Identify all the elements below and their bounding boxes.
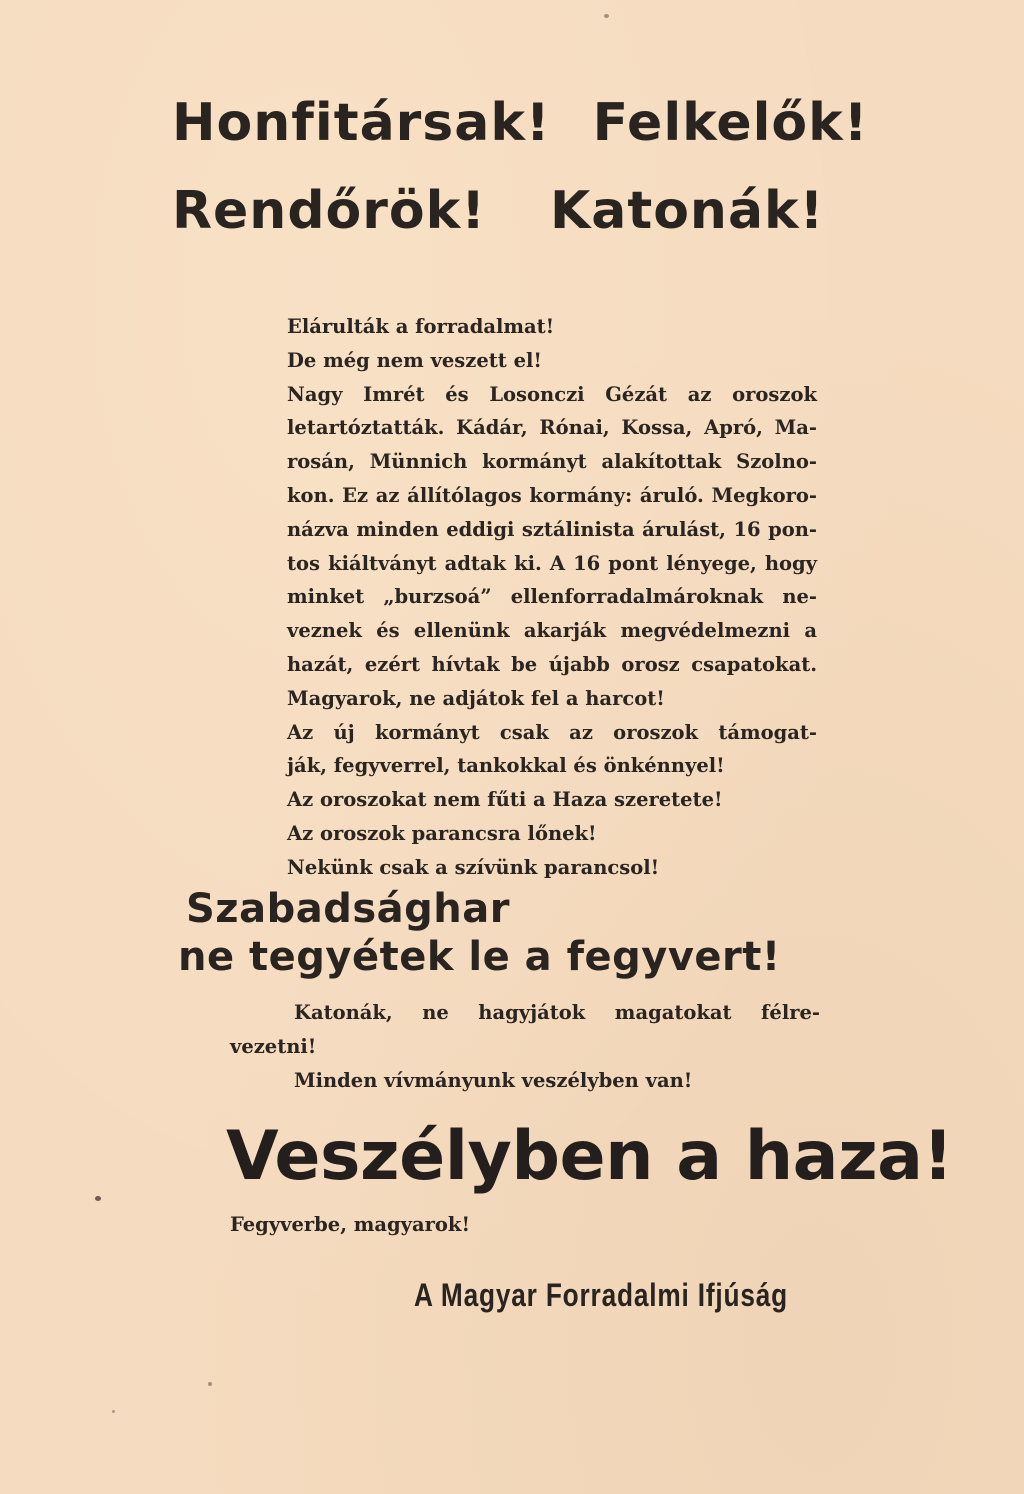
body-line: Az oroszok parancsra lőnek! xyxy=(287,821,597,845)
body-line: Elárulták a forradalmat! xyxy=(287,315,555,338)
body-line: Nekünk csak a szívünk parancsol! xyxy=(287,855,660,879)
body-line: minket „burzsoá” ellenforradalmároknak ne- xyxy=(287,585,817,609)
ink-speck xyxy=(208,1382,212,1386)
headline-rendorok: Rendőrök! xyxy=(172,181,486,241)
subheading-line-2: ne tegyétek le a fegyvert! xyxy=(178,934,781,980)
headline-line-2 xyxy=(172,176,824,246)
headline-honfitarsak: Honfitársak! xyxy=(172,93,551,153)
body-line: Az oroszokat nem fűti a Haza szeretete! xyxy=(287,788,723,812)
body-line: Magyarok, ne adjátok fel a harcot! xyxy=(287,686,665,710)
big-slogan: Veszélyben a haza! xyxy=(226,1117,954,1196)
ink-speck xyxy=(604,14,609,18)
body-line: vezetni! xyxy=(230,1035,317,1058)
secondary-body-text xyxy=(230,996,820,1098)
main-body-text xyxy=(287,310,817,885)
body-line: rosán, Münnich kormányt alakítottak Szolno- xyxy=(287,450,817,474)
headline-katonak: Katonák! xyxy=(549,181,825,241)
body-line: veznek és ellenünk akarják megvédelmezni a xyxy=(287,619,817,643)
ink-speck xyxy=(95,1196,101,1201)
body-line: kon. Ez az állítólagos kormány: áruló. Megkoro- xyxy=(287,483,817,507)
body-line: tos kiáltványt adtak ki. A 16 pont lényege, hogy xyxy=(287,551,817,575)
body-line: ják, fegyverrel, tankokkal és önkénnyel! xyxy=(287,754,725,778)
call-to-arms: Fegyverbe, magyarok! xyxy=(230,1213,470,1236)
body-line: De még nem veszett el! xyxy=(287,348,542,372)
signature: A Magyar Forradalmi Ifjúság xyxy=(414,1277,789,1313)
body-line: letartóztatták. Kádár, Rónai, Kossa, Apró, Ma- xyxy=(287,416,817,440)
body-line: Nagy Imrét és Losonczi Gézát az oroszok xyxy=(287,382,817,406)
body-line: názva minden eddigi sztálinista árulást, 16 pon- xyxy=(287,517,817,541)
ink-speck xyxy=(112,1410,115,1413)
headline-felkelok: Felkelők! xyxy=(592,93,869,153)
subheading-line-1: Szabadsághar xyxy=(186,886,510,932)
body-line: Katonák, ne hagyjátok magatokat félre- xyxy=(294,1001,820,1024)
body-line: Minden vívmányunk veszélyben van! xyxy=(294,1069,693,1092)
body-line: hazát, ezért hívtak be újabb orosz csapatokat. xyxy=(287,652,817,676)
body-line: Az új kormányt csak az oroszok támogat- xyxy=(287,720,817,744)
headline-line-1 xyxy=(172,88,868,158)
